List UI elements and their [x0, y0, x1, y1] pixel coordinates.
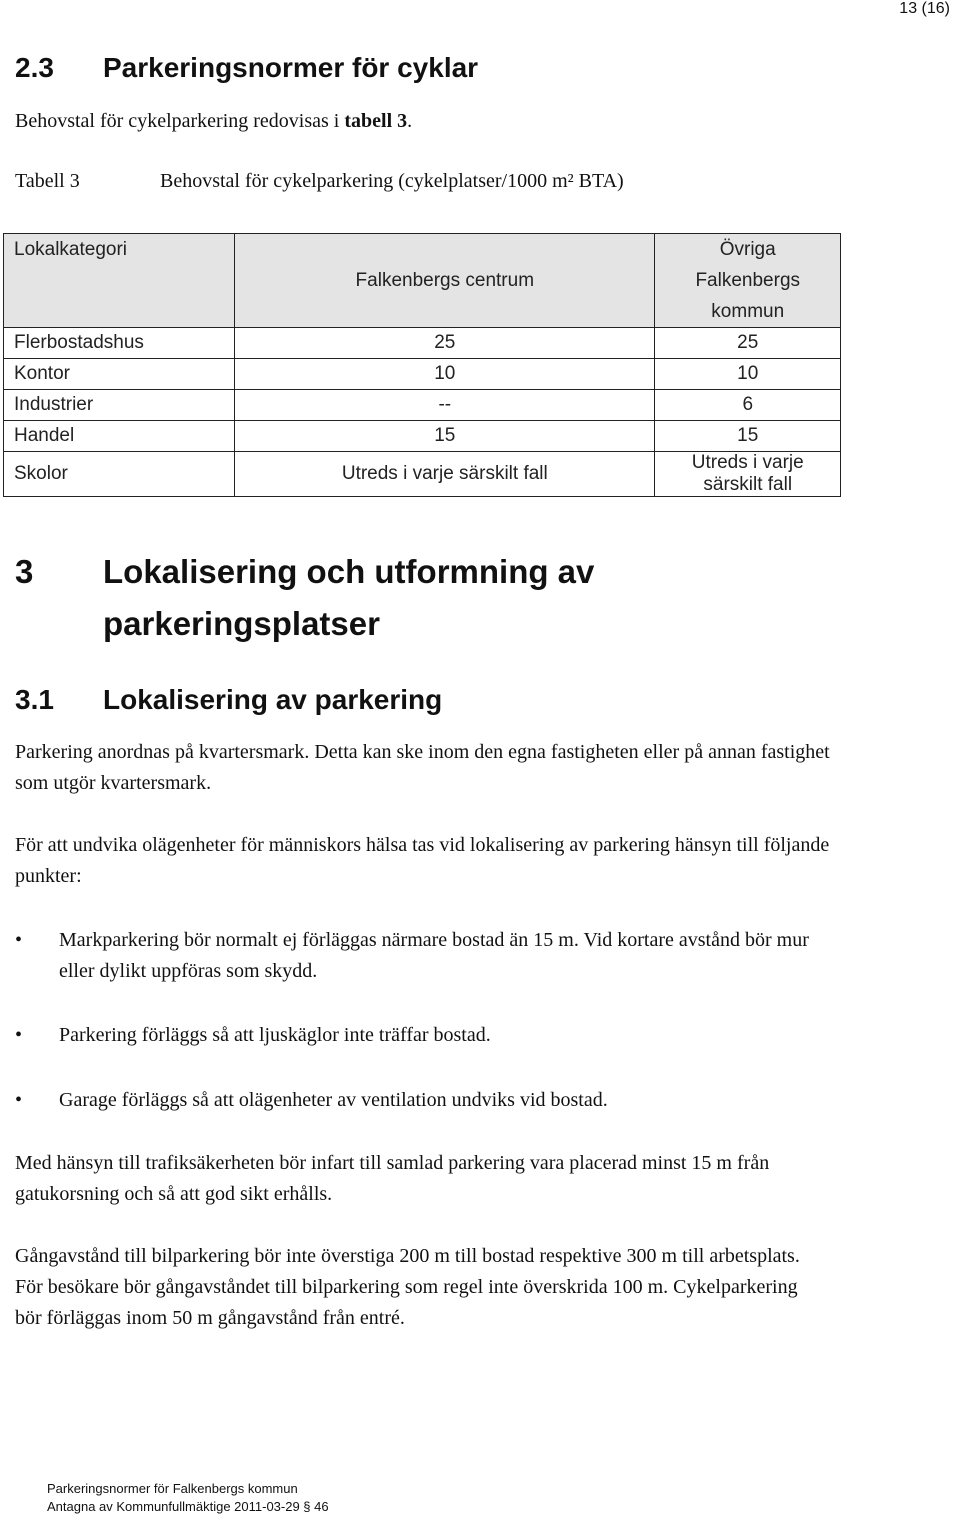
bicycle-parking-table	[3, 233, 841, 497]
footer-adoption: Antagna av Kommunfullmäktige 2011-03-29 § 46	[47, 1499, 329, 1514]
intro-suffix: .	[407, 110, 413, 132]
bullet-icon: •	[15, 1089, 23, 1111]
table-header-row	[4, 234, 841, 328]
bullet-icon: •	[15, 1024, 23, 1046]
table-cell: Skolor	[4, 452, 235, 497]
section-number: 3	[15, 553, 34, 590]
table-cell: Handel	[4, 421, 235, 452]
page-number: 13 (16)	[899, 0, 950, 17]
table-caption	[15, 170, 624, 193]
table-cell: Industrier	[4, 390, 235, 421]
table-cell: 15	[235, 421, 655, 452]
table-cell: 6	[655, 390, 841, 421]
table-cell: 25	[235, 328, 655, 359]
section-number: 2.3	[15, 52, 54, 83]
paragraph: Gångavstånd till bilparkering bör inte överstiga 200 m till bostad respektive 300 m till arbetsplats. För besökare bör gångavståndet till bilparkering som regel inte överskrida 100 m. Cykelparkering bör förläggas inom 50 m gångavstånd från entré.	[15, 1245, 800, 1329]
section-title: Lokalisering och utformning av parkeringsplatser	[103, 553, 595, 642]
intro-text: Behovstal för cykelparkering redovisas i	[15, 110, 345, 132]
table-cell: --	[235, 390, 655, 421]
section-heading-3-1	[15, 684, 442, 716]
list-item	[15, 1020, 845, 1051]
paragraph: För att undvika olägenheter för människors hälsa tas vid lokalisering av parkering hänsyn till följande punkter:	[15, 834, 830, 887]
table-cell: 10	[235, 359, 655, 390]
section-heading-2-3	[15, 52, 478, 84]
table-cell: 25	[655, 328, 841, 359]
table-row	[4, 359, 841, 390]
paragraph: Med hänsyn till trafiksäkerheten bör infart till samlad parkering vara placerad minst 15 m från gatukorsning och så att god sikt erhålls.	[15, 1152, 770, 1205]
table-row	[4, 328, 841, 359]
table-cell: 10	[655, 359, 841, 390]
table-row	[4, 390, 841, 421]
header-cell: Falkenbergs centrum	[235, 234, 655, 328]
section-title: Lokalisering av parkering	[103, 684, 443, 715]
list-item-text: Garage förläggs så att olägenheter av ventilation undviks vid bostad.	[59, 1089, 608, 1111]
table-cell: Utreds i varje särskilt fall	[655, 452, 841, 497]
table-cell: 15	[655, 421, 841, 452]
table-caption-text: Behovstal för cykelparkering (cykelplatser/1000 m² BTA)	[160, 170, 624, 192]
list-item	[15, 925, 845, 987]
list-item-text: Markparkering bör normalt ej förläggas närmare bostad än 15 m. Vid kortare avstånd bör mur eller dylikt uppföras som skydd.	[59, 929, 809, 982]
table-row	[4, 452, 841, 497]
section-heading-3	[15, 546, 723, 650]
table-reference: tabell 3	[344, 110, 408, 132]
section-title: Parkeringsnormer för cyklar	[103, 52, 479, 83]
section-number: 3.1	[15, 684, 54, 715]
table-caption-label: Tabell 3	[15, 170, 80, 192]
footer-title: Parkeringsnormer för Falkenbergs kommun	[47, 1481, 298, 1496]
header-cell: Övriga Falkenbergs kommun	[655, 234, 841, 328]
table-row	[4, 421, 841, 452]
bullet-icon: •	[15, 929, 23, 951]
header-cell: Lokalkategori	[4, 234, 235, 328]
table-cell: Flerbostadshus	[4, 328, 235, 359]
paragraph: Parkering anordnas på kvartersmark. Detta kan ske inom den egna fastigheten eller på annan fastighet som utgör kvartersmark.	[15, 741, 830, 794]
section-intro	[15, 106, 412, 137]
list-item	[15, 1085, 845, 1116]
table-cell: Kontor	[4, 359, 235, 390]
list-item-text: Parkering förläggs så att ljuskäglor inte träffar bostad.	[59, 1024, 491, 1046]
table-cell: Utreds i varje särskilt fall	[235, 452, 655, 497]
